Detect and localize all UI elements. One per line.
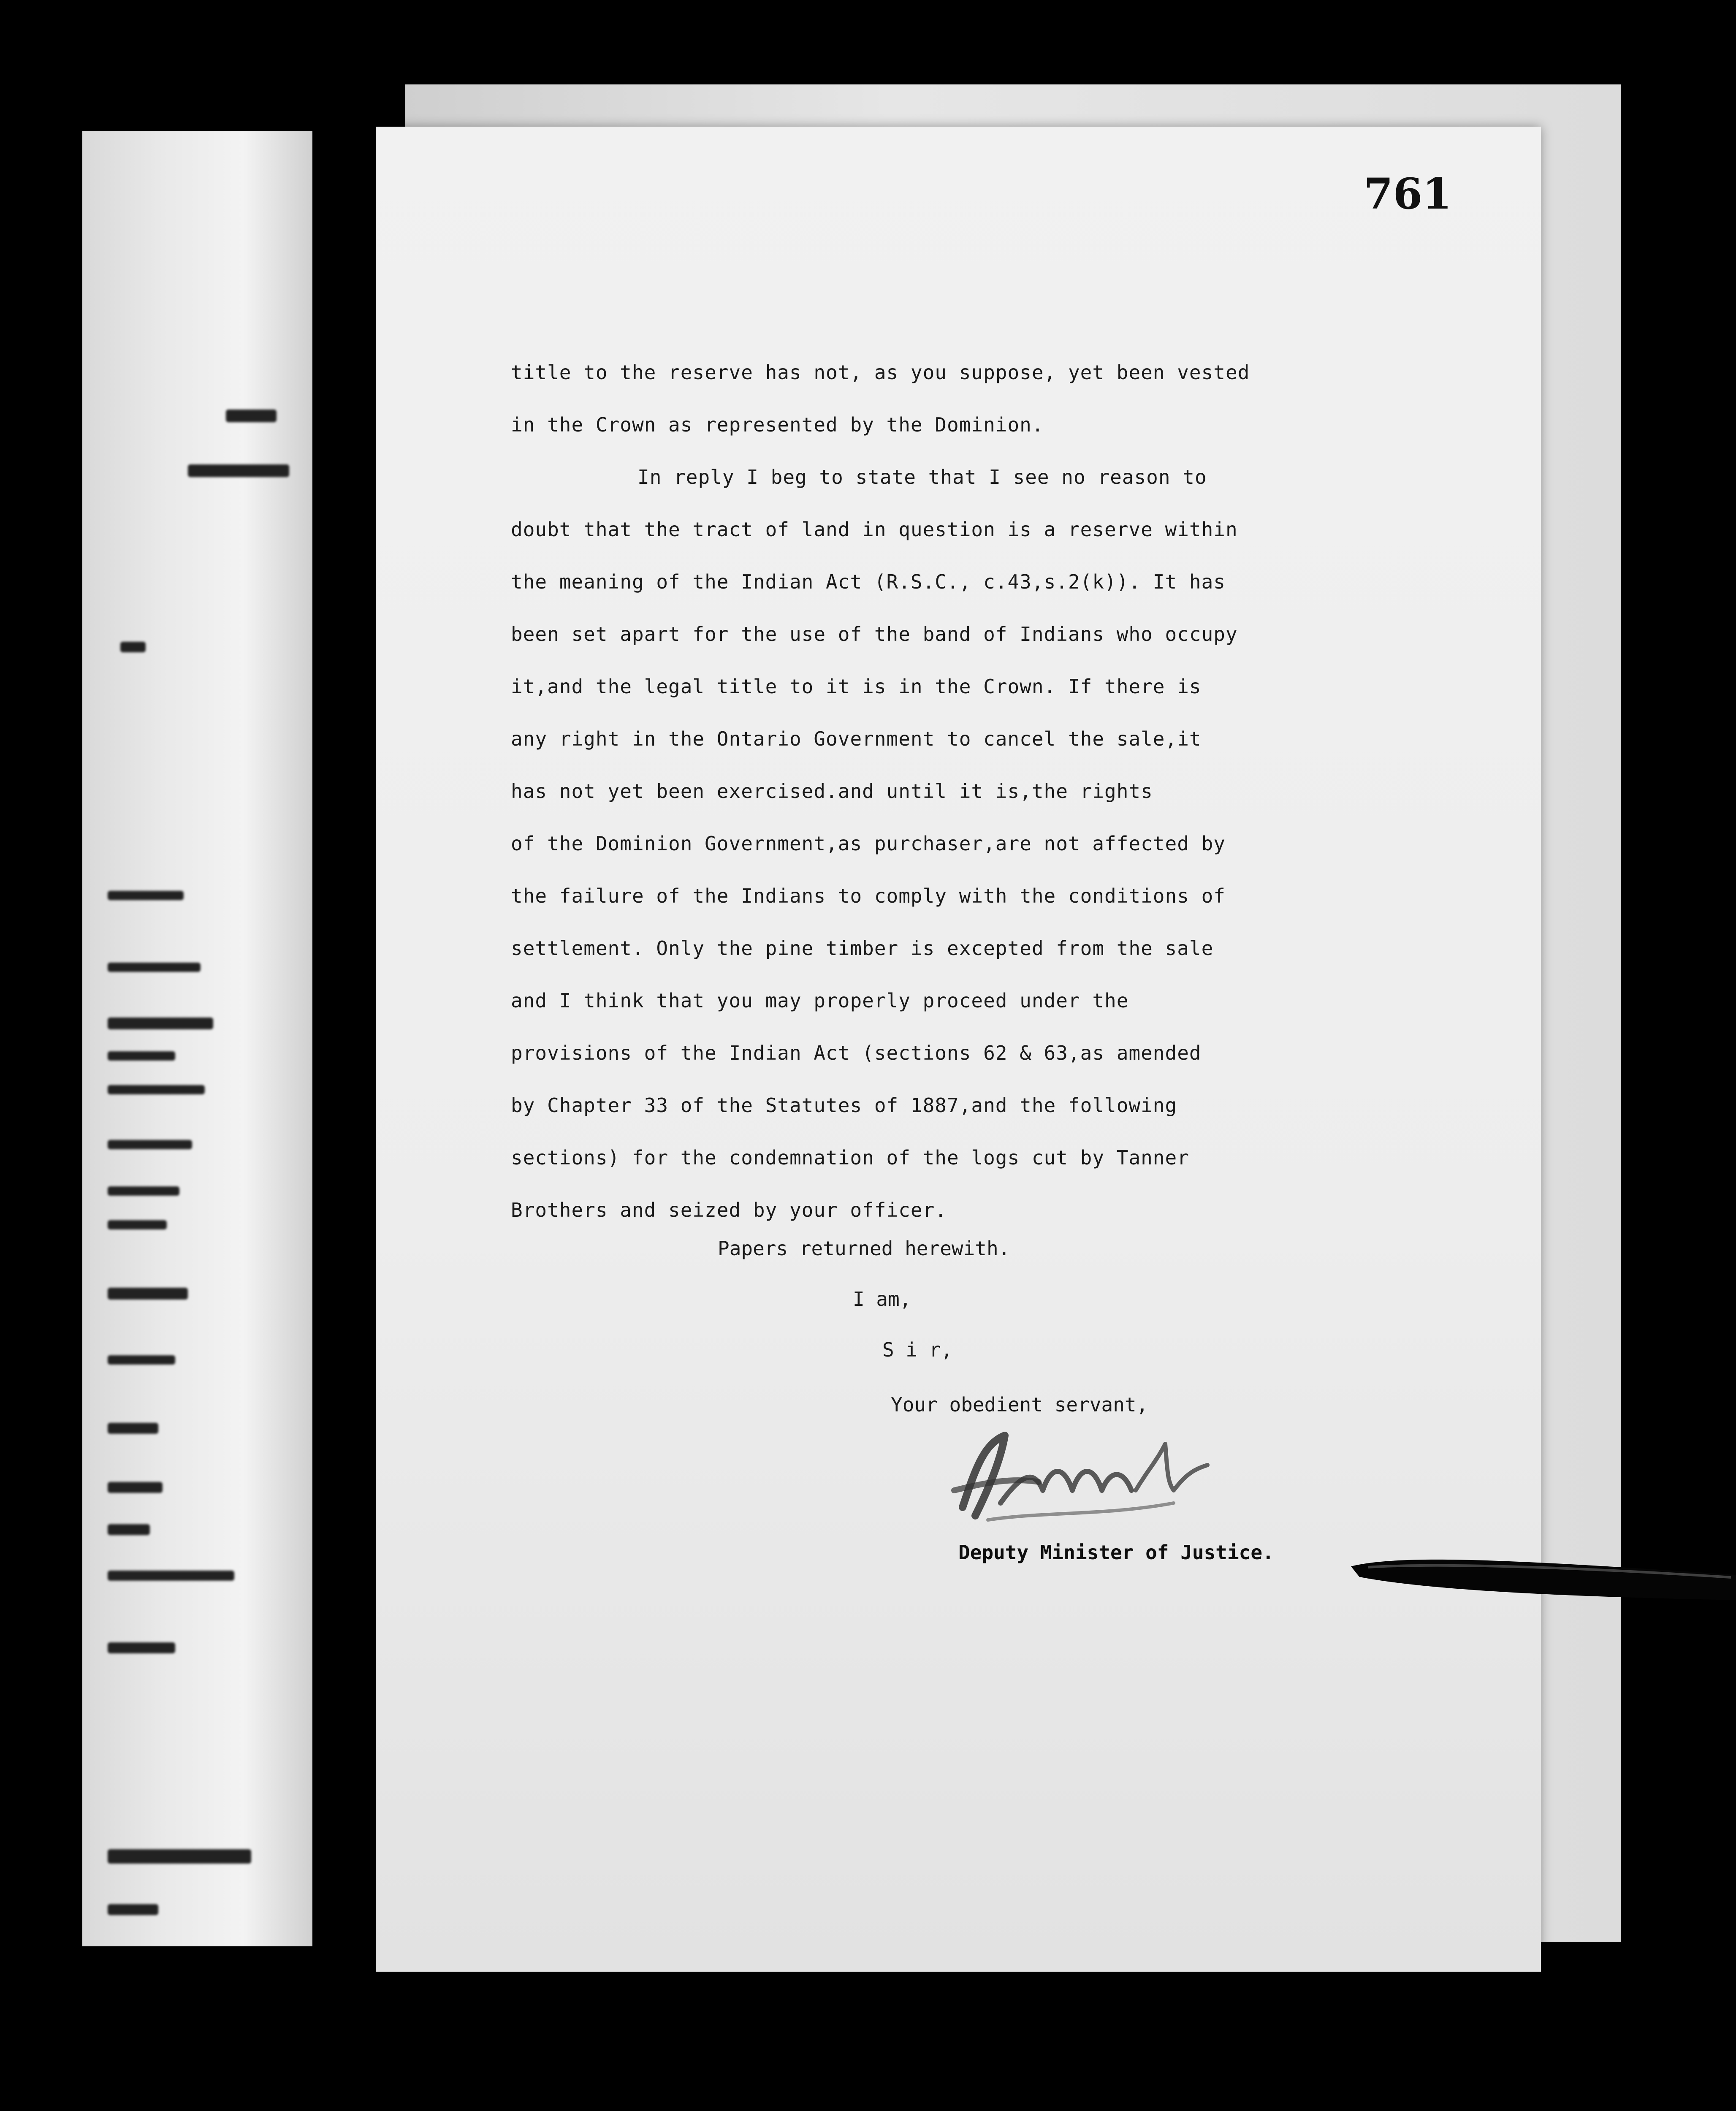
letter-line: of the Dominion Government,as purchaser,are not affected by: [511, 832, 1226, 855]
letter-line: Brothers and seized by your officer.: [511, 1199, 947, 1221]
signoff-title: Deputy Minister of Justice.: [958, 1541, 1274, 1564]
letter-line: the failure of the Indians to comply with the conditions of: [511, 885, 1226, 907]
letter-line: in the Crown as represented by the Dominion.: [511, 413, 1044, 436]
closing-your-obedient: Your obedient servant,: [891, 1393, 1148, 1416]
papers-returned: Papers returned herewith.: [718, 1237, 1010, 1260]
closing-i-am: I am,: [853, 1288, 911, 1311]
letter-line: has not yet been exercised.and until it is,the rights: [511, 780, 1153, 803]
letter-line: settlement. Only the pine timber is excepted from the sale: [511, 937, 1214, 960]
left-adjacent-page: [82, 131, 312, 1946]
letter-line: sections) for the condemnation of the logs cut by Tanner: [511, 1146, 1189, 1169]
page-number: 761: [1364, 169, 1452, 219]
letter-line: it,and the legal title to it is in the Crown. If there is: [511, 675, 1202, 698]
letter-line: doubt that the tract of land in question is a reserve within: [511, 518, 1238, 541]
pointer-tip-image: [1351, 1537, 1736, 1621]
letter-line: title to the reserve has not, as you suppose, yet been vested: [511, 361, 1250, 384]
signature-image: [937, 1419, 1233, 1537]
closing-sir: S i r,: [882, 1338, 953, 1361]
letter-line: In reply I beg to state that I see no reason to: [637, 466, 1207, 488]
letter-line: any right in the Ontario Government to cancel the sale,it: [511, 727, 1202, 750]
letter-line: and I think that you may properly proceed under the: [511, 989, 1129, 1012]
letter-line: been set apart for the use of the band of Indians who occupy: [511, 623, 1238, 646]
letter-line: the meaning of the Indian Act (R.S.C., c.43,s.2(k)). It has: [511, 570, 1226, 593]
letter-line: provisions of the Indian Act (sections 62 & 63,as amended: [511, 1042, 1202, 1064]
letter-line: by Chapter 33 of the Statutes of 1887,and the following: [511, 1094, 1177, 1117]
letter-body: [511, 346, 1381, 1236]
